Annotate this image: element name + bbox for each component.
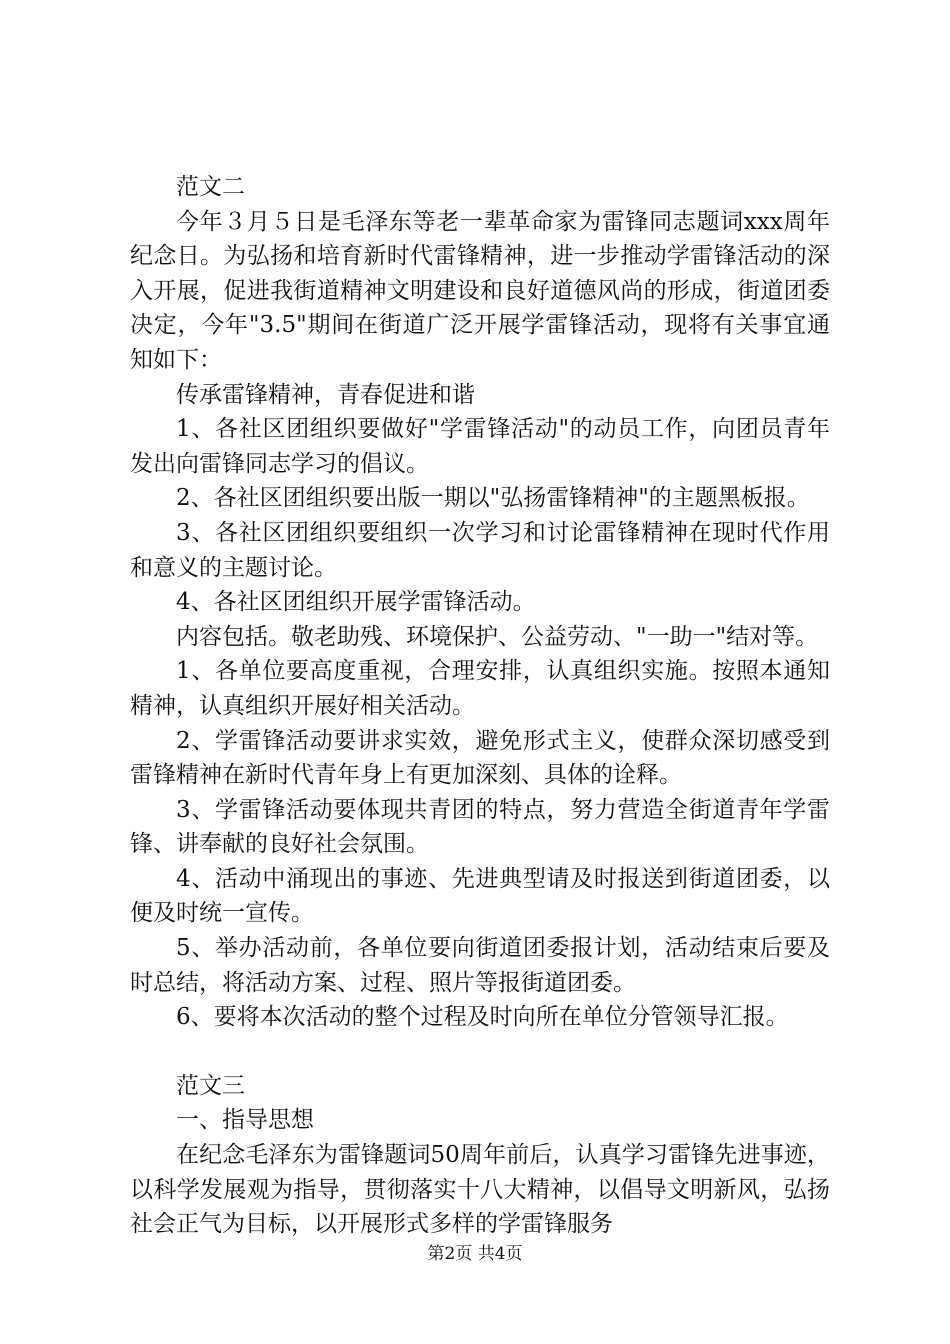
page-number-footer: 第2页 共4页 (427, 1244, 523, 1264)
paragraph: 2、学雷锋活动要讲求实效，避免形式主义，使群众深切感受到雷锋精神在新时代青年身上有更加深刻、具体的诠释。 (130, 727, 830, 789)
paragraph: 在纪念毛泽东为雷锋题词50周年前后，认真学习雷锋先进事迹，以科学发展观为指导，贯彻落实十八大精神，以倡导文明新风，弘扬社会正气为目标，以开展形式多样的学雷锋服务 (130, 1142, 830, 1238)
paragraph: 2、各社区团组织要出版一期以"弘扬雷锋精神"的主题黑板报。 (176, 485, 810, 512)
paragraph: 6、要将本次活动的整个过程及时向所在单位分管领导汇报。 (176, 1004, 789, 1031)
document-body (130, 170, 830, 1242)
paragraph: 1、各社区团组织要做好"学雷锋活动"的动员工作，向团员青年发出向雷锋同志学习的倡议。 (130, 416, 830, 477)
paragraph: 3、各社区团组织要组织一次学习和讨论雷锋精神在现时代作用和意义的主题讨论。 (130, 519, 830, 581)
paragraph: 一、指导思想 (176, 1107, 314, 1134)
paragraph: 内容包括。敬老助残、环境保护、公益劳动、"一助一"结对等。 (176, 623, 819, 650)
paragraph: 传承雷锋精神，青春促进和谐 (176, 381, 475, 408)
paragraph: 今年３月５日是毛泽东等老一辈革命家为雷锋同志题词xxx周年纪念日。为弘扬和培育新时代雷锋精神，进一步推动学雷锋活动的深入开展，促进我街道精神文明建设和良好道德风尚的形成，街道团委决定，今年"3.5"期间在街道广泛开展学雷锋活动，现将有关事宜通知如下： (130, 208, 830, 373)
paragraph: 4、各社区团组织开展学雷锋活动。 (176, 589, 536, 616)
paragraph: 1、各单位要高度重视，合理安排，认真组织实施。按照本通知精神，认真组织开展好相关活动。 (130, 658, 830, 719)
paragraph: 5、举办活动前，各单位要向街道团委报计划，活动结束后要及时总结，将活动方案、过程、照片等报街道团委。 (130, 935, 830, 996)
paragraph: 4、活动中涌现出的事迹、先进典型请及时报送到街道团委，以便及时统一宣传。 (130, 865, 830, 927)
paragraph: 3、学雷锋活动要体现共青团的特点，努力营造全街道青年学雷锋、讲奉献的良好社会氛围。 (130, 796, 830, 858)
section-heading: 范文二 (176, 174, 245, 200)
section-heading: 范文三 (176, 1072, 245, 1099)
